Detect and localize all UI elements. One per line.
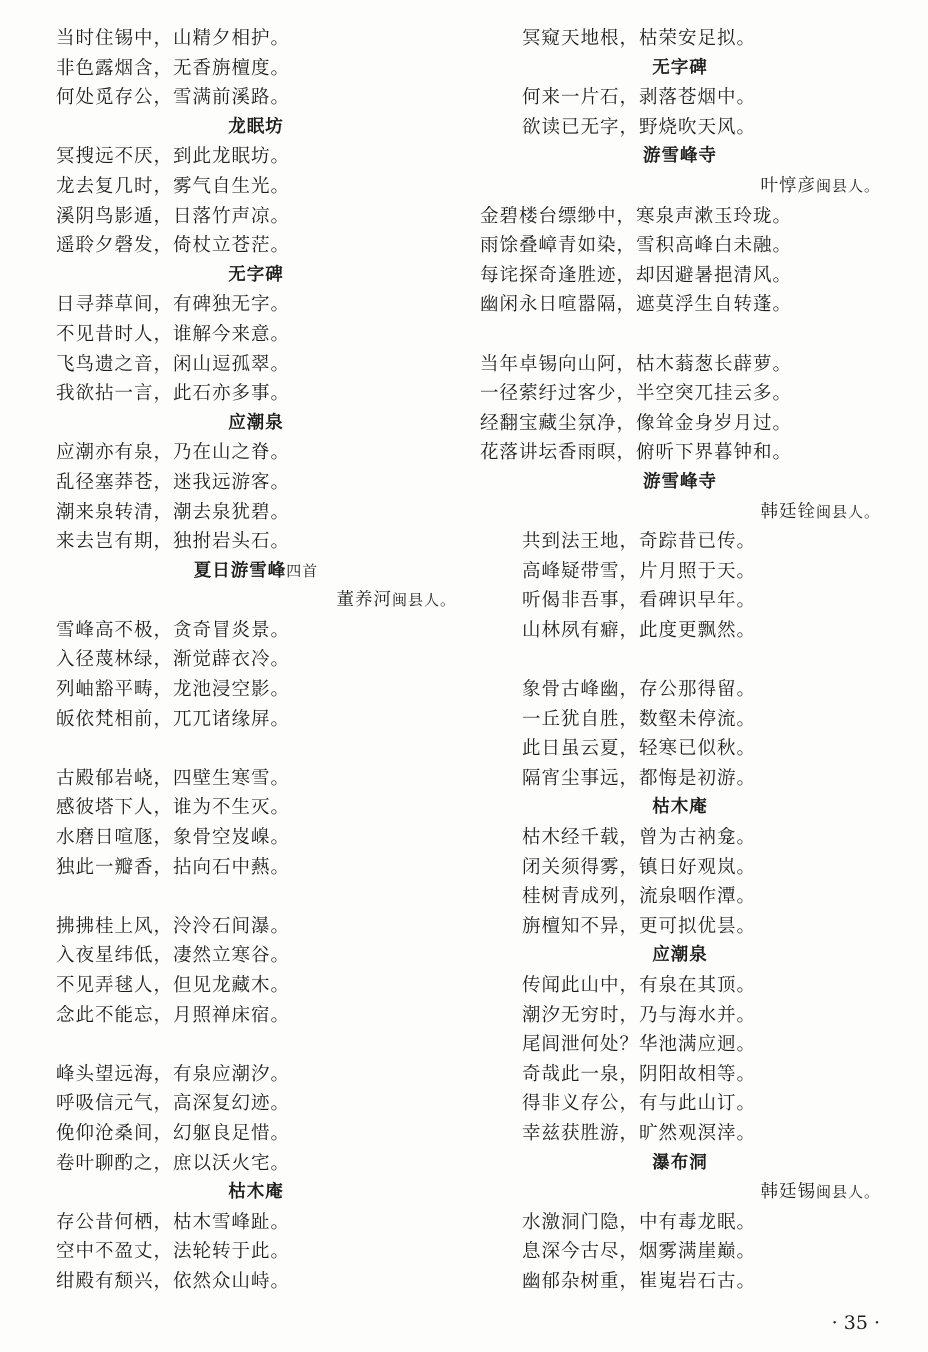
poem-line: 不见弄毬人，但见龙藏木。 [56, 975, 291, 996]
poem-author [480, 498, 880, 528]
poem-line: 潮汐无穷时，乃与海水并。 [522, 1004, 757, 1026]
poem-line: 乱径塞莽苍，迷我远游客。 [56, 471, 291, 493]
poem-line: 应潮亦有泉，乃在山之脊。 [56, 442, 291, 464]
poem-line: 隔宵尘事远，都悔是初游。 [522, 767, 757, 789]
poem-author [480, 172, 880, 202]
poem-title [56, 409, 456, 439]
stanza-break [56, 734, 456, 764]
poem-count: 四首 [286, 561, 319, 580]
poem-title-text: 无字碑 [652, 57, 708, 78]
poem-title [480, 793, 880, 823]
poem-line: 传闻此山中，有泉在其顶。 [522, 975, 757, 996]
poem-line: 我欲拈一言，此石亦多事。 [56, 383, 291, 405]
poem-line: 冥搜远不厌，到此龙眠坊。 [56, 146, 291, 168]
right-column [480, 24, 880, 1297]
poem-line: 念此不能忘，月照禅床宿。 [56, 1004, 291, 1026]
poem-line: 枯木经千载，曾为古衲龛。 [522, 827, 757, 849]
poem-line: 欲读已无字，野烧吹天风。 [522, 116, 757, 138]
stanza-break [56, 882, 456, 912]
author-name: 董养河 [336, 590, 392, 611]
poem-line: 感彼塔下人，谁为不生灭。 [56, 797, 291, 819]
author-origin: 闽县人。 [815, 502, 880, 521]
poem-line: 卷叶聊酌之，庶以沃火宅。 [56, 1152, 291, 1174]
stanza-break [480, 320, 880, 350]
poem-title-text: 无字碑 [228, 264, 284, 285]
poem-title [56, 557, 456, 587]
poem-line: 绀殿有颓兴，依然众山峙。 [56, 1270, 291, 1292]
poem-author [56, 586, 456, 616]
poem-title-text: 龙眠坊 [228, 116, 284, 137]
poem-line: 遥聆夕磬发，倚杖立苍茫。 [56, 235, 291, 257]
poem-line: 俛仰沧桑间，幻躯良足惜。 [56, 1122, 291, 1144]
poem-title [56, 1178, 456, 1208]
poem-line: 独此一瓣香，拈向石中爇。 [56, 856, 291, 878]
poem-line: 峰头望远海，有泉应潮汐。 [56, 1063, 291, 1085]
poem-line: 日寻莽草间，有碑独无字。 [56, 294, 291, 316]
poem-title-text: 游雪峰寺 [643, 146, 717, 167]
stanza-break [56, 1030, 456, 1060]
poem-title [480, 1149, 880, 1179]
poem-line: 潮来泉转清，潮去泉犹碧。 [56, 501, 291, 523]
author-name: 叶惇彦 [760, 175, 816, 196]
poem-line: 象骨古峰幽，存公那得留。 [522, 679, 757, 701]
poem-line: 呼吸信元气，高深复幻迹。 [56, 1093, 291, 1115]
author-name: 韩廷铨 [760, 501, 816, 522]
poem-line: 每诧探奇逢胜迹，却因避暑挹清风。 [480, 264, 793, 286]
poem-title [480, 468, 880, 498]
poem-line: 金碧楼台缥缈中，寒泉声漱玉玲珑。 [480, 205, 793, 227]
poem-line: 花落讲坛香雨暝，俯听下界暮钟和。 [480, 442, 793, 464]
poem-title-text: 枯木庵 [228, 1182, 284, 1203]
poem-line: 共到法王地，奇踪昔已传。 [522, 531, 757, 553]
poem-line: 奇哉此一泉，阴阳故相等。 [522, 1063, 757, 1085]
poem-line: 尾闾泄何处？华池满应迥。 [522, 1034, 757, 1056]
poem-line: 空中不盈丈，法轮转于此。 [56, 1241, 291, 1263]
poem-line: 入夜星纬低，凄然立寒谷。 [56, 945, 291, 967]
poem-line: 龙去复几时，雾气自生光。 [56, 175, 291, 197]
left-column [56, 24, 456, 1297]
poem-title-text: 应潮泉 [228, 412, 284, 433]
poem-title [56, 113, 456, 143]
poem-line: 经翻宝藏尘氛净，像耸金身岁月过。 [480, 412, 793, 434]
page-number: · 35 · [831, 1312, 880, 1334]
poem-author [480, 1178, 880, 1208]
poem-line: 一径萦纡过客少，半空突兀挂云多。 [480, 383, 793, 405]
poem-line: 水激洞门隐，中有毒龙眠。 [522, 1211, 757, 1233]
poem-title [480, 941, 880, 971]
poem-line: 雨馀叠嶂青如染，雪积高峰白未融。 [480, 235, 793, 257]
poem-line: 此日虽云夏，轻寒已似秋。 [522, 738, 757, 760]
poem-line: 一丘犹自胜，数壑未停流。 [522, 708, 757, 730]
poem-line: 列岫豁平畴，龙池浸空影。 [56, 679, 291, 701]
poem-title [480, 142, 880, 172]
poem-line: 存公昔何栖，枯木雪峰趾。 [56, 1211, 291, 1233]
poem-line: 来去岂有期，独拊岩头石。 [56, 531, 291, 553]
poem-line: 旃檀知不异，更可拟优昙。 [522, 915, 757, 937]
author-origin: 闽县人。 [391, 591, 456, 610]
poem-line: 冥窥天地根，枯荣安足拟。 [522, 28, 757, 49]
poem-line: 皈依梵相前，兀兀诸缘屏。 [56, 708, 291, 730]
poem-line: 息深今古尽，烟雾满崖巅。 [522, 1241, 757, 1263]
author-origin: 闽县人。 [815, 176, 880, 195]
poem-line: 当时住锡中，山精夕相护。 [56, 28, 291, 49]
author-name: 韩廷锡 [760, 1182, 816, 1203]
poem-line: 拂拂桂上风，泠泠石间瀑。 [56, 915, 291, 937]
poem-line: 何来一片石，剥落苍烟中。 [522, 87, 757, 109]
poem-line: 古殿郁岩峣，四壁生寒雪。 [56, 767, 291, 789]
poem-line: 飞鸟遗之音，闲山逗孤翠。 [56, 353, 291, 375]
poem-title-text: 游雪峰寺 [643, 471, 717, 492]
poem-title [56, 261, 456, 291]
poem-line: 何处觅存公，雪满前溪路。 [56, 87, 291, 109]
poem-line: 闭关须得雾，镇日好观岚。 [522, 856, 757, 878]
poem-line: 听偈非吾事，看碑识早年。 [522, 590, 757, 612]
poem-line: 山林夙有癖，此度更飘然。 [522, 619, 757, 641]
poem-line: 高峰疑带雪，片月照于天。 [522, 560, 757, 582]
poem-line: 入径蔑林绿，渐觉薜衣冷。 [56, 649, 291, 671]
poem-line: 幸兹获胜游，旷然观溟涬。 [522, 1122, 757, 1144]
stanza-break [480, 645, 880, 675]
poem-line: 桂树青成列，流泉咽作潭。 [522, 886, 757, 908]
poem-line: 水磨日喧豗，象骨空岌嵲。 [56, 827, 291, 849]
poem-title [480, 54, 880, 84]
poem-line: 得非义存公，有与此山订。 [522, 1093, 757, 1115]
poem-line: 当年卓锡向山阿，枯木蓊葱长薜萝。 [480, 353, 793, 375]
poem-line: 不见昔时人，谁解今来意。 [56, 323, 291, 345]
poem-title-text: 应潮泉 [652, 945, 708, 966]
poem-title-text: 夏日游雪峰 [193, 560, 287, 581]
poem-line: 雪峰高不极，贪奇冒炎景。 [56, 619, 291, 641]
author-origin: 闽县人。 [815, 1183, 880, 1202]
poem-title-text: 瀑布洞 [652, 1152, 708, 1173]
poem-line: 非色露烟含，无香旃檀度。 [56, 57, 291, 79]
poem-line: 幽郁杂树重，崔嵬岩石古。 [522, 1270, 757, 1292]
poem-title-text: 枯木庵 [652, 797, 708, 818]
poem-line: 溪阴鸟影遁，日落竹声凉。 [56, 205, 291, 227]
poem-line: 幽闲永日喧嚣隔，遮莫浮生自转蓬。 [480, 294, 793, 316]
